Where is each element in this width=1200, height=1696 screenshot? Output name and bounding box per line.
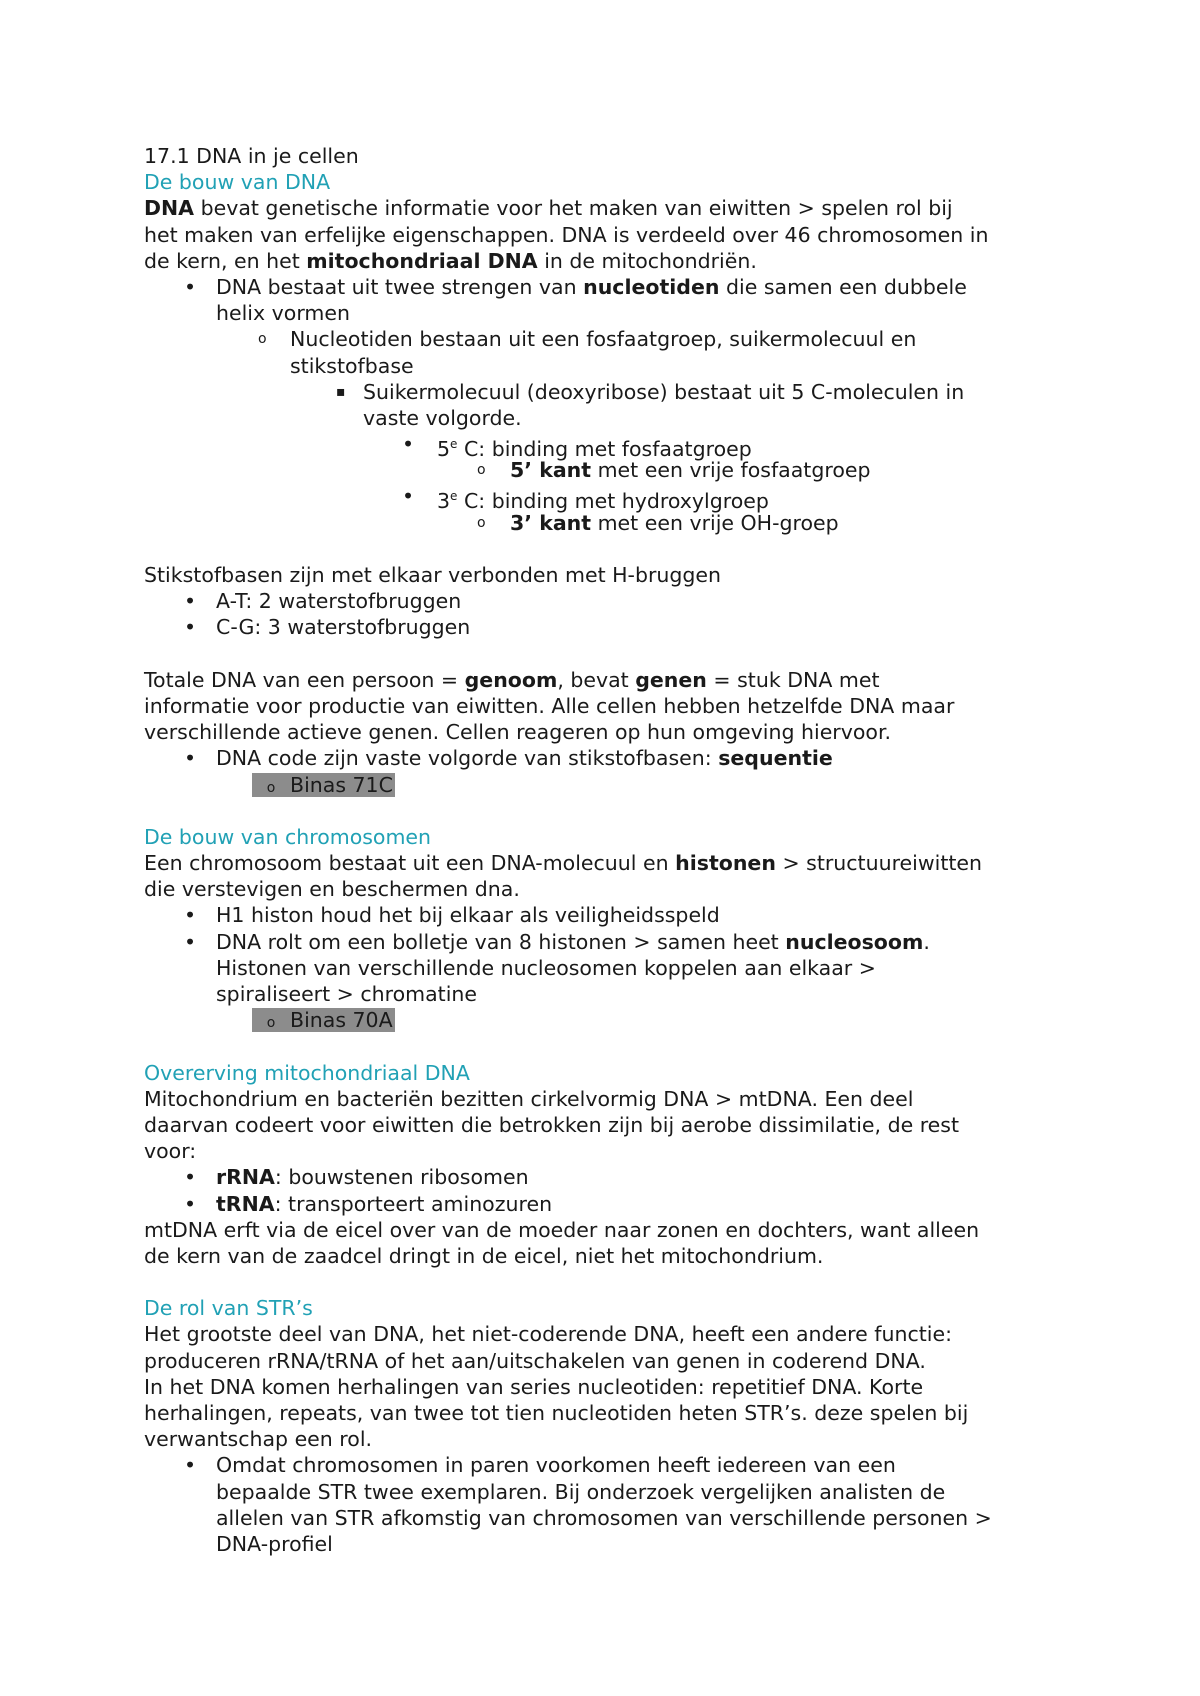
text-span: : bouwstenen ribosomen xyxy=(274,1165,529,1190)
text-span: , bevat xyxy=(557,667,636,692)
paragraph-line xyxy=(144,195,1084,221)
list-item xyxy=(144,1164,1084,1190)
superscript: e xyxy=(450,437,458,452)
bold-term: mitochondriaal DNA xyxy=(306,248,538,273)
list-item xyxy=(144,1007,1084,1033)
list-item xyxy=(144,1452,1084,1478)
list-item-continuation: bepaalde STR twee exemplaren. Bij onderzoek vergelijken analisten de xyxy=(216,1479,946,1504)
bold-term: sequentie xyxy=(718,746,833,771)
list-item-continuation: spiraliseert > chromatine xyxy=(216,982,478,1006)
circle-bullet-icon: o xyxy=(477,462,486,479)
list-item xyxy=(144,379,1084,405)
heading-rol-strs: De rol van STR’s xyxy=(144,1296,313,1321)
circle-bullet-icon: o xyxy=(258,331,267,348)
bullet-icon: • xyxy=(184,589,197,614)
highlighted-reference xyxy=(252,773,395,797)
text-span: H1 histon houd het bij elkaar als veiligheidsspeld xyxy=(216,903,720,928)
text-span: met een vrije OH-groep xyxy=(591,510,839,535)
spacer xyxy=(144,798,1084,824)
list-item xyxy=(144,614,1084,640)
spacer xyxy=(144,536,1084,562)
bullet-icon: • xyxy=(184,1191,197,1216)
text-span: Nucleotiden bestaan uit een fosfaatgroep, suikermolecuul en xyxy=(290,327,917,352)
text-span: C: binding met fosfaatgroep xyxy=(457,436,752,461)
list-item xyxy=(144,772,1084,798)
bold-term: 5’ kant xyxy=(510,458,592,483)
spacer xyxy=(144,641,1084,667)
text-span: Een chromosoom bestaat uit een DNA-molecuul en xyxy=(144,851,676,876)
bold-term: histonen xyxy=(675,851,776,876)
bullet-icon: • xyxy=(402,432,415,457)
bold-term: genoom xyxy=(464,667,558,692)
text-span: de kern, en het xyxy=(144,248,307,273)
list-item-continuation: vaste volgorde. xyxy=(363,405,522,430)
paragraph-line: Het grootste deel van DNA, het niet-coderende DNA, heeft een andere functie: xyxy=(144,1322,952,1347)
list-item-continuation: DNA-profiel xyxy=(216,1531,333,1556)
text-span: 3 xyxy=(437,489,451,514)
paragraph-line: In het DNA komen herhalingen van series nucleotiden: repetitief DNA. Korte xyxy=(144,1374,924,1399)
text-span: . xyxy=(923,929,930,954)
text-span: bevat genetische informatie voor het maken van eiwitten > spelen rol bij xyxy=(194,196,953,221)
text-span: = stuk DNA met xyxy=(706,667,880,692)
paragraph-line: het maken van erfelijke eigenschappen. DNA is verdeeld over 46 chromosomen in xyxy=(144,222,989,247)
text-span: Omdat chromosomen in paren voorkomen heeft iedereen van een xyxy=(216,1453,896,1478)
spacer xyxy=(144,1033,1084,1059)
paragraph-line: daarvan codeert voor eiwitten die betrokken zijn bij aerobe dissimilatie, de rest xyxy=(144,1112,960,1137)
text-span: in de mitochondriën. xyxy=(537,248,757,273)
list-item xyxy=(144,510,1084,536)
list-item xyxy=(144,457,1084,483)
bold-term: nucleotiden xyxy=(583,274,720,299)
bullet-icon: • xyxy=(184,1165,197,1190)
paragraph-line: de kern van de zaadcel dringt in de eicel, niet het mitochondrium. xyxy=(144,1243,824,1268)
paragraph-line: herhalingen, repeats, van twee tot tien nucleotiden heten STR’s. deze spelen bij xyxy=(144,1401,969,1425)
highlighted-reference xyxy=(252,1008,395,1032)
text-span: Totale DNA van een persoon = xyxy=(144,667,465,692)
bold-term: rRNA xyxy=(216,1165,275,1190)
heading-bouw-dna: De bouw van DNA xyxy=(144,170,331,195)
list-item xyxy=(144,745,1084,771)
list-item xyxy=(144,326,1084,352)
circle-bullet-icon: o xyxy=(266,779,276,796)
circle-bullet-icon: o xyxy=(266,1015,276,1032)
document-title: 17.1 DNA in je cellen xyxy=(144,144,359,168)
square-bullet-icon: ▪ xyxy=(336,383,346,400)
list-item xyxy=(144,483,1084,514)
text-span: DNA rolt om een bolletje van 8 histonen > samen heet xyxy=(216,929,786,954)
bullet-icon: • xyxy=(184,615,197,640)
list-item-continuation: helix vormen xyxy=(216,301,350,326)
bold-term: tRNA xyxy=(216,1191,275,1216)
bullet-icon: • xyxy=(402,484,415,509)
text-span: C: binding met hydroxylgroep xyxy=(457,489,769,514)
paragraph-line: die verstevigen en beschermen dna. xyxy=(144,877,520,902)
text-span: Suikermolecuul (deoxyribose) bestaat uit 5 C-moleculen in xyxy=(363,379,965,404)
text-span: C-G: 3 waterstofbruggen xyxy=(216,615,471,640)
text-span: > structuureiwitten xyxy=(775,851,983,876)
bullet-icon: • xyxy=(184,746,197,771)
paragraph-line: Mitochondrium en bacteriën bezitten cirkelvormig DNA > mtDNA. Een deel xyxy=(144,1086,914,1111)
list-item xyxy=(144,274,1084,300)
list-item xyxy=(144,588,1084,614)
paragraph-line xyxy=(144,850,1084,876)
text-span: : transporteert aminozuren xyxy=(274,1191,553,1216)
paragraph-line: verschillende actieve genen. Cellen reageren op hun omgeving hiervoor. xyxy=(144,720,892,745)
text-span: die samen een dubbele xyxy=(719,274,967,299)
paragraph-line: produceren rRNA/tRNA of het aan/uitschakelen van genen in coderend DNA. xyxy=(144,1348,926,1373)
bold-term: genen xyxy=(635,667,707,692)
list-item xyxy=(144,431,1084,461)
bullet-icon: • xyxy=(184,929,197,954)
paragraph-line: voor: xyxy=(144,1139,197,1164)
document-body xyxy=(144,143,1084,1557)
text-span: met een vrije fosfaatgroep xyxy=(591,458,871,483)
list-item xyxy=(144,1191,1084,1217)
bullet-icon: • xyxy=(184,903,197,928)
list-item xyxy=(144,929,1084,955)
text-span: A-T: 2 waterstofbruggen xyxy=(216,589,462,614)
list-item-continuation: stikstofbase xyxy=(290,353,414,378)
bold-term: nucleosoom xyxy=(785,929,924,954)
paragraph-line: Stikstofbasen zijn met elkaar verbonden met H-bruggen xyxy=(144,563,722,587)
bold-term: DNA xyxy=(144,196,195,221)
text-span: Binas 71C xyxy=(290,772,393,797)
paragraph-line xyxy=(144,667,1084,693)
spacer xyxy=(144,1269,1084,1295)
bold-term: 3’ kant xyxy=(510,510,592,535)
text-span: DNA bestaat uit twee strengen van xyxy=(216,274,584,299)
text-span: DNA code zijn vaste volgorde van stikstofbasen: xyxy=(216,746,719,771)
paragraph-line xyxy=(144,248,1084,274)
heading-overerving: Overerving mitochondriaal DNA xyxy=(144,1060,470,1085)
paragraph-line: verwantschap een rol. xyxy=(144,1427,373,1452)
text-span: Binas 70A xyxy=(290,1008,393,1033)
circle-bullet-icon: o xyxy=(477,514,486,531)
list-item-continuation: allelen van STR afkomstig van chromosomen van verschillende personen > xyxy=(216,1505,992,1530)
list-item-continuation: Histonen van verschillende nucleosomen koppelen aan elkaar > xyxy=(216,955,876,980)
list-item xyxy=(144,902,1084,928)
paragraph-line: informatie voor productie van eiwitten. Alle cellen hebben hetzelfde DNA maar xyxy=(144,693,955,718)
bullet-icon: • xyxy=(184,1453,197,1478)
paragraph-line: mtDNA erft via de eicel over van de moeder naar zonen en dochters, want alleen xyxy=(144,1217,980,1242)
superscript: e xyxy=(450,489,458,504)
heading-bouw-chromosomen: De bouw van chromosomen xyxy=(144,824,432,849)
bullet-icon: • xyxy=(184,274,197,299)
text-span: 5 xyxy=(437,436,451,461)
